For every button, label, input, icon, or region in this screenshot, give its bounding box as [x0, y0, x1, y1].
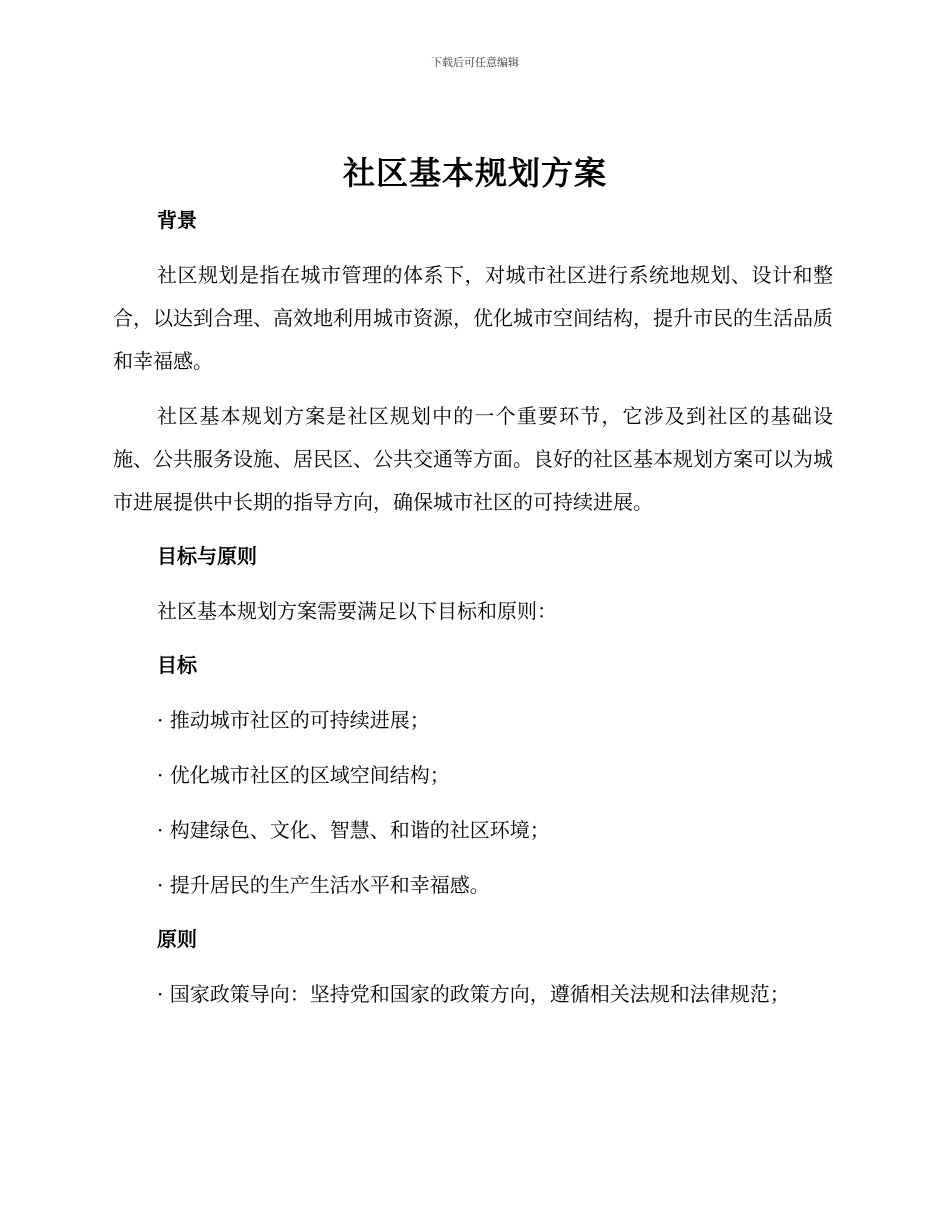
page-header-note: 下载后可任意编辑: [431, 56, 519, 69]
section-heading-goals: 目标: [157, 653, 197, 677]
goals-principles-intro: 社区基本规划方案需要满足以下目标和原则：: [157, 599, 557, 623]
background-paragraph-2: 社区基本规划方案是社区规划中的一个重要环节，它涉及到社区的基础设施、公共服务设施、居民区、公共交通等方面。良好的社区基本规划方案可以为城市进展提供中长期的指导方向，确保城市社区的可持续进展。: [113, 404, 833, 514]
section-heading-principles: 原则: [157, 927, 197, 951]
principle-item: · 国家政策导向：坚持党和国家的政策方向，遵循相关法规和法律规范；: [157, 982, 790, 1006]
goal-item: · 推动城市社区的可持续进展；: [157, 708, 430, 732]
section-heading-background: 背景: [157, 208, 197, 232]
document-body: [113, 200, 833, 1028]
goal-item: · 优化城市社区的区域空间结构；: [157, 763, 450, 787]
goal-item: · 提升居民的生产生活水平和幸福感。: [157, 873, 490, 897]
goal-item: · 构建绿色、文化、智慧、和谐的社区环境；: [157, 818, 550, 842]
section-heading-goals-principles: 目标与原则: [157, 544, 257, 568]
document-title: 社区基本规划方案: [342, 154, 607, 192]
background-paragraph-1: 社区规划是指在城市管理的体系下，对城市社区进行系统地规划、设计和整合，以达到合理、高效地利用城市资源，优化城市空间结构，提升市民的生活品质和幸福感。: [113, 263, 833, 373]
